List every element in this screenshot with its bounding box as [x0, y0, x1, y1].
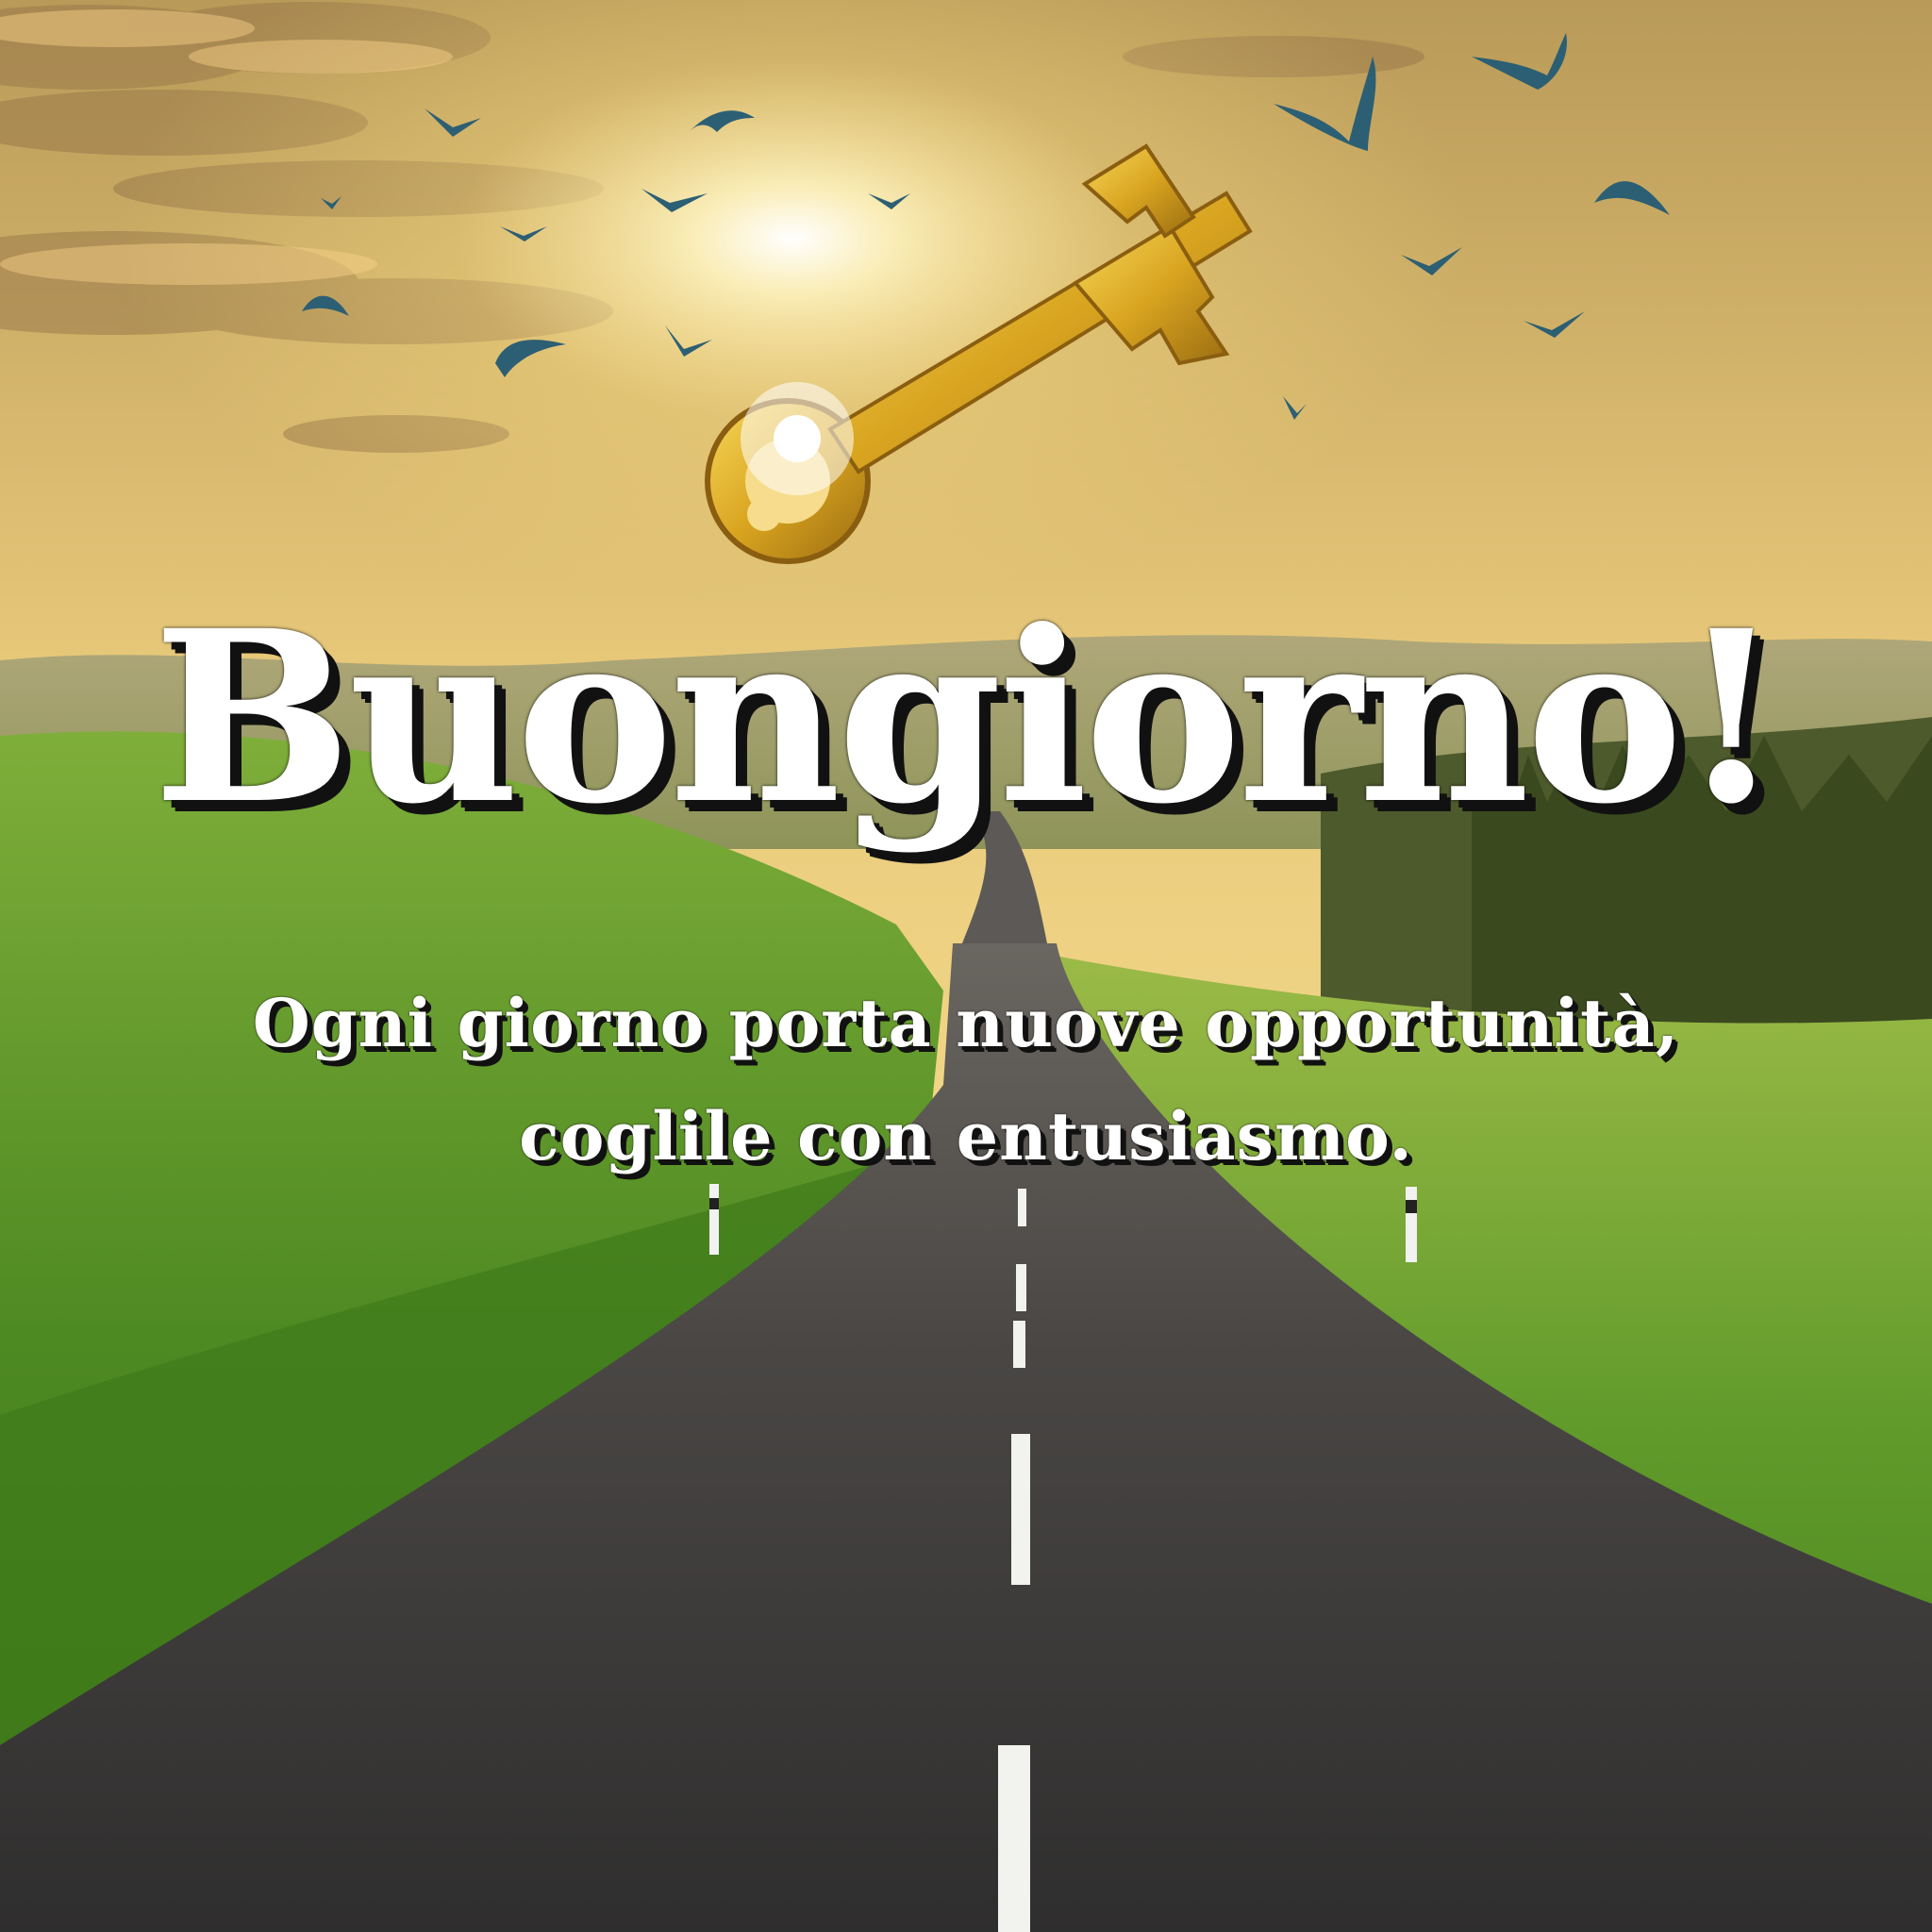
message-line-1: Ogni giorno porta nuove opportunità, [252, 984, 1680, 1062]
message-line-2: coglile con entusiasmo. [519, 1097, 1413, 1175]
greeting-title: Buongiorno! [152, 578, 1780, 856]
